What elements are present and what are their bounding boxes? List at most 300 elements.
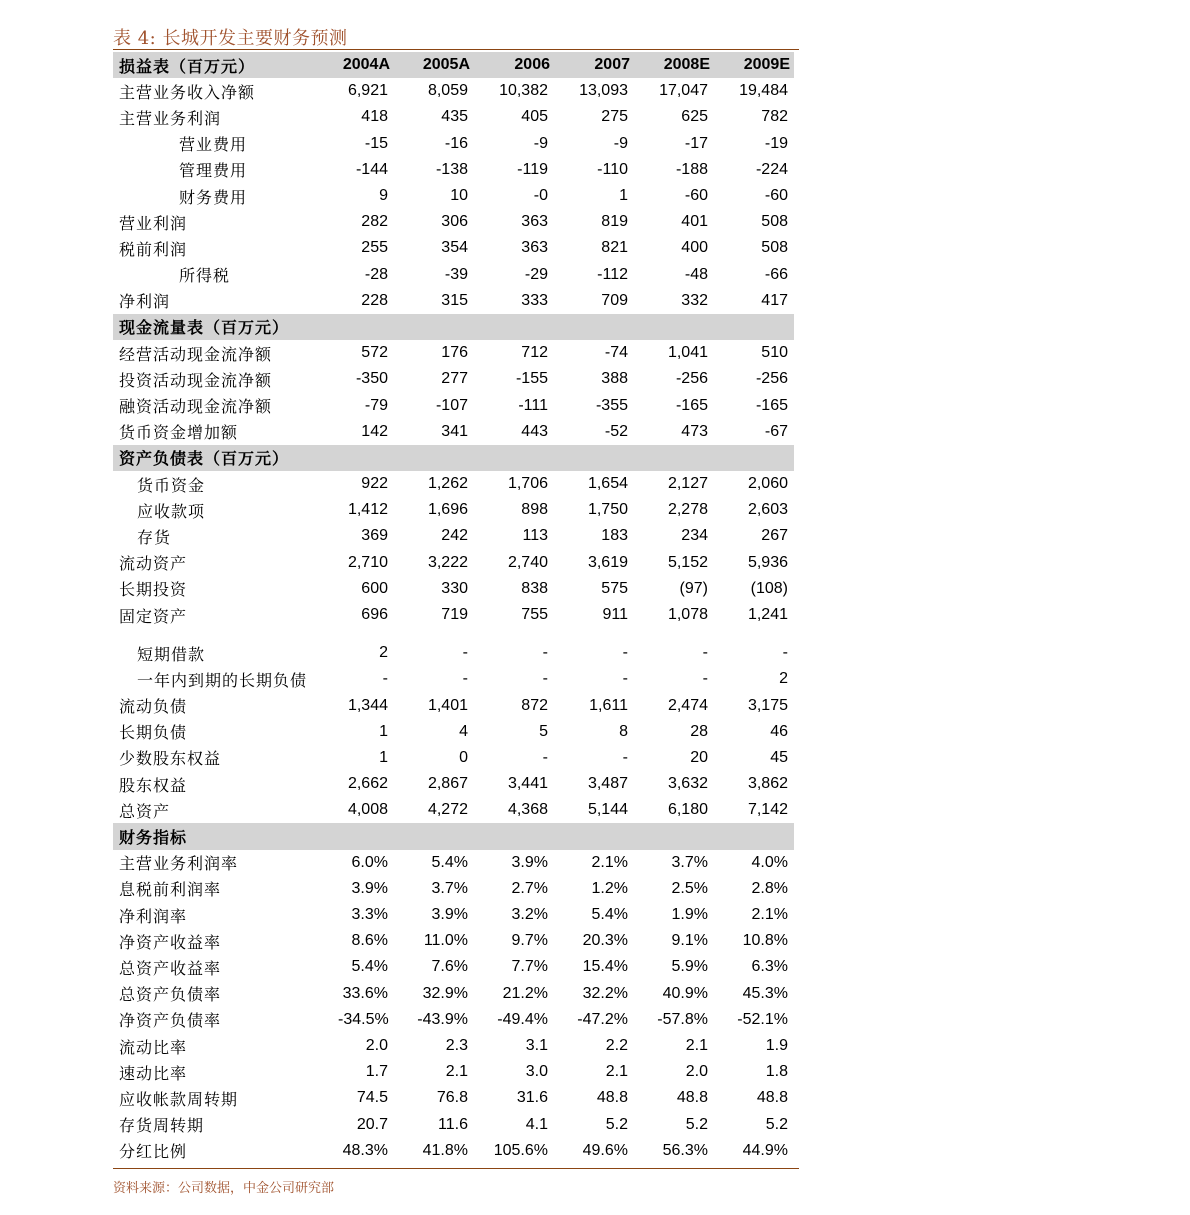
- section-fill: [554, 823, 634, 849]
- value-cell: 418: [361, 108, 388, 126]
- financial-forecast-table: [113, 52, 794, 1164]
- table-row: [113, 523, 794, 549]
- section-heading: 财务指标: [113, 823, 334, 849]
- row-label: 净资产收益率: [119, 932, 222, 952]
- value-cell: 10.8%: [742, 932, 788, 950]
- value-cell: 2.5%: [671, 879, 708, 897]
- value-cell: 275: [601, 108, 628, 126]
- value-cell: -: [622, 644, 628, 662]
- row-label: 固定资产: [119, 606, 188, 626]
- value-cell: 1,696: [427, 501, 468, 519]
- table-row: [113, 288, 794, 314]
- table-title: 表 4: 长城开发主要财务预测: [113, 28, 348, 49]
- value-cell: (108): [750, 579, 788, 597]
- row-label: 管理费用: [179, 161, 248, 181]
- value-cell: 2,603: [747, 501, 788, 519]
- value-cell: 20.3%: [582, 932, 628, 950]
- value-cell: 1: [619, 187, 628, 205]
- row-label: 货币资金增加额: [119, 423, 239, 443]
- value-cell: 31.6: [516, 1089, 548, 1107]
- value-cell: 332: [681, 291, 708, 309]
- value-cell: 2,710: [347, 553, 388, 571]
- value-cell: 5.2: [605, 1115, 628, 1133]
- value-cell: -47.2%: [577, 1010, 628, 1028]
- value-cell: -79: [364, 396, 388, 414]
- value-cell: 315: [441, 291, 468, 309]
- table-row: [113, 1033, 794, 1059]
- value-cell: 105.6%: [493, 1141, 548, 1159]
- table-row: [113, 78, 794, 104]
- value-cell: 4.0%: [751, 853, 788, 871]
- value-cell: 363: [521, 213, 548, 231]
- value-cell: -256: [675, 370, 708, 388]
- value-cell: 45.3%: [742, 984, 788, 1002]
- value-cell: -74: [604, 344, 628, 362]
- value-cell: 9.7%: [511, 932, 548, 950]
- value-cell: 2,278: [667, 501, 708, 519]
- row-label: 净资产负债率: [119, 1011, 222, 1031]
- table-row: [113, 235, 794, 261]
- value-cell: 3,175: [747, 696, 788, 714]
- value-cell: 1.9: [765, 1037, 788, 1055]
- value-cell: -67: [764, 422, 788, 440]
- value-cell: 48.8: [676, 1089, 708, 1107]
- value-cell: 3.9%: [431, 906, 468, 924]
- value-cell: 4,272: [427, 801, 468, 819]
- value-cell: 2.1%: [751, 906, 788, 924]
- row-label: 经营活动现金流净额: [119, 344, 273, 364]
- value-cell: 10: [450, 187, 468, 205]
- row-label: 短期借款: [137, 644, 206, 664]
- value-cell: 2,740: [507, 553, 548, 571]
- value-cell: -39: [444, 265, 468, 283]
- value-cell: 6.3%: [751, 958, 788, 976]
- value-cell: -48: [684, 265, 708, 283]
- value-cell: 2.1: [685, 1037, 708, 1055]
- table-body: [113, 52, 794, 1164]
- value-cell: 6,180: [667, 801, 708, 819]
- value-cell: 3.2%: [511, 906, 548, 924]
- value-cell: 8,059: [427, 82, 468, 100]
- value-cell: 7.6%: [431, 958, 468, 976]
- value-cell: 712: [521, 344, 548, 362]
- value-cell: 48.3%: [342, 1141, 388, 1159]
- section-fill: [334, 445, 394, 471]
- value-cell: 1.9%: [671, 906, 708, 924]
- value-cell: 13,093: [579, 82, 628, 100]
- value-cell: 443: [521, 422, 548, 440]
- value-cell: -43.9%: [417, 1010, 468, 1028]
- value-cell: 388: [601, 370, 628, 388]
- value-cell: 56.3%: [662, 1141, 708, 1159]
- value-cell: -60: [684, 187, 708, 205]
- value-cell: 625: [681, 108, 708, 126]
- value-cell: 719: [441, 606, 468, 624]
- value-cell: 2: [779, 670, 788, 688]
- table-row: [113, 902, 794, 928]
- table-row: [113, 745, 794, 771]
- value-cell: 2: [379, 644, 388, 662]
- value-cell: 242: [441, 527, 468, 545]
- value-cell: 2.7%: [511, 879, 548, 897]
- value-cell: 15.4%: [582, 958, 628, 976]
- value-cell: 74.5: [356, 1089, 388, 1107]
- spacer-cell: [474, 628, 554, 640]
- value-cell: -144: [355, 160, 388, 178]
- value-cell: -188: [675, 160, 708, 178]
- table-row: [113, 981, 794, 1007]
- value-cell: -107: [435, 396, 468, 414]
- value-cell: 3,619: [587, 553, 628, 571]
- table-row: [113, 719, 794, 745]
- section-fill: [334, 823, 394, 849]
- value-cell: 0: [459, 748, 468, 766]
- value-cell: 9.1%: [671, 932, 708, 950]
- value-cell: -112: [597, 265, 628, 283]
- table-row: [113, 1112, 794, 1138]
- value-cell: 1,611: [589, 696, 628, 714]
- section-fill: [474, 445, 554, 471]
- table-row: [113, 183, 794, 209]
- table-row: [113, 497, 794, 523]
- value-cell: 1,412: [347, 501, 388, 519]
- column-header: 2009E: [714, 52, 794, 78]
- value-cell: 341: [441, 422, 468, 440]
- value-cell: 3,222: [427, 553, 468, 571]
- row-label: 净利润率: [119, 906, 188, 926]
- value-cell: 2,474: [667, 696, 708, 714]
- value-cell: -165: [755, 396, 788, 414]
- value-cell: 5.9%: [671, 958, 708, 976]
- section-fill: [714, 445, 794, 471]
- column-header: 2004A: [334, 52, 394, 78]
- value-cell: -66: [764, 265, 788, 283]
- value-cell: 41.8%: [422, 1141, 468, 1159]
- value-cell: 1,041: [667, 344, 708, 362]
- value-cell: 4.1: [525, 1115, 548, 1133]
- value-cell: 363: [521, 239, 548, 257]
- value-cell: -16: [444, 134, 468, 152]
- value-cell: -57.8%: [657, 1010, 708, 1028]
- value-cell: 508: [761, 239, 788, 257]
- table-row: [113, 797, 794, 823]
- row-label: 税前利润: [119, 239, 188, 259]
- value-cell: 1,401: [427, 696, 468, 714]
- row-label: 投资活动现金流净额: [119, 370, 273, 390]
- row-label: 营业利润: [119, 213, 188, 233]
- value-cell: 2,867: [427, 775, 468, 793]
- value-cell: 46: [770, 722, 788, 740]
- value-cell: -: [622, 748, 628, 766]
- value-cell: 1.2%: [591, 879, 628, 897]
- section-fill: [394, 314, 474, 340]
- value-cell: 401: [681, 213, 708, 231]
- row-label: 总资产负债率: [119, 985, 222, 1005]
- value-cell: 20: [690, 748, 708, 766]
- value-cell: -60: [764, 187, 788, 205]
- section-header-row: [113, 445, 794, 471]
- row-label: 存货周转期: [119, 1116, 205, 1136]
- value-cell: 1,750: [587, 501, 628, 519]
- value-cell: 2,662: [347, 775, 388, 793]
- table-row: [113, 471, 794, 497]
- value-cell: 572: [361, 344, 388, 362]
- value-cell: 28: [690, 722, 708, 740]
- row-label: 融资活动现金流净额: [119, 397, 273, 417]
- table-row: [113, 576, 794, 602]
- value-cell: 3,632: [667, 775, 708, 793]
- table-row: [113, 419, 794, 445]
- table-row: [113, 954, 794, 980]
- value-cell: -: [382, 670, 388, 688]
- value-cell: 1,241: [747, 606, 788, 624]
- value-cell: 911: [602, 606, 628, 624]
- row-label: 长期负债: [119, 723, 188, 743]
- value-cell: -: [782, 644, 788, 662]
- value-cell: 2.1: [445, 1063, 468, 1081]
- row-label: 少数股东权益: [119, 749, 222, 769]
- value-cell: 1.7: [365, 1063, 388, 1081]
- value-cell: 696: [361, 606, 388, 624]
- value-cell: -52: [604, 422, 628, 440]
- table-row: [113, 693, 794, 719]
- section-fill: [714, 823, 794, 849]
- value-cell: 2.8%: [751, 879, 788, 897]
- value-cell: 819: [601, 213, 628, 231]
- value-cell: -350: [355, 370, 388, 388]
- table-row: [113, 104, 794, 130]
- value-cell: 1,654: [587, 475, 628, 493]
- value-cell: 3.0: [525, 1063, 548, 1081]
- row-label: 总资产: [119, 801, 171, 821]
- value-cell: 508: [761, 213, 788, 231]
- value-cell: 898: [521, 501, 548, 519]
- value-cell: 20.7: [356, 1115, 388, 1133]
- value-cell: 7,142: [747, 801, 788, 819]
- value-cell: -0: [533, 187, 548, 205]
- value-cell: 2.1: [605, 1063, 628, 1081]
- section-fill: [554, 445, 634, 471]
- value-cell: 400: [681, 239, 708, 257]
- value-cell: 142: [361, 422, 388, 440]
- value-cell: 48.8: [756, 1089, 788, 1107]
- table-row: [113, 1085, 794, 1111]
- value-cell: 6.0%: [351, 853, 388, 871]
- value-cell: -15: [364, 134, 388, 152]
- value-cell: 1,706: [507, 475, 548, 493]
- value-cell: 5.4%: [591, 906, 628, 924]
- table-row: [113, 1007, 794, 1033]
- value-cell: 1,344: [347, 696, 388, 714]
- source-note: 资料来源：公司数据，中金公司研究部: [113, 1181, 335, 1196]
- value-cell: 417: [761, 291, 788, 309]
- value-cell: 5: [539, 722, 548, 740]
- value-cell: -19: [764, 134, 788, 152]
- section-fill: [394, 823, 474, 849]
- section-heading: 损益表（百万元）: [113, 52, 334, 78]
- row-label: 应收款项: [137, 501, 206, 521]
- value-cell: 45: [770, 748, 788, 766]
- table-row: [113, 550, 794, 576]
- section-heading: 现金流量表（百万元）: [113, 314, 334, 340]
- value-cell: -: [542, 644, 548, 662]
- value-cell: 4: [459, 722, 468, 740]
- value-cell: 838: [521, 579, 548, 597]
- value-cell: 755: [521, 606, 548, 624]
- section-heading: 资产负债表（百万元）: [113, 445, 334, 471]
- table-row: [113, 850, 794, 876]
- table-row: [113, 366, 794, 392]
- value-cell: 33.6%: [342, 984, 388, 1002]
- row-label: 主营业务收入净额: [119, 82, 256, 102]
- value-cell: -34.5%: [338, 1010, 389, 1028]
- row-label: 总资产收益率: [119, 958, 222, 978]
- value-cell: 3.9%: [351, 879, 388, 897]
- value-cell: 8.6%: [351, 932, 388, 950]
- value-cell: -110: [597, 160, 628, 178]
- row-label: 速动比率: [119, 1063, 188, 1083]
- table-row: [113, 1138, 794, 1164]
- value-cell: 4,368: [507, 801, 548, 819]
- value-cell: 11.0%: [423, 932, 468, 950]
- value-cell: 277: [441, 370, 468, 388]
- bottom-rule: [113, 1168, 799, 1169]
- value-cell: -: [542, 670, 548, 688]
- spacer-cell: [334, 628, 394, 640]
- value-cell: 3,441: [507, 775, 548, 793]
- section-fill: [334, 314, 394, 340]
- section-fill: [554, 314, 634, 340]
- value-cell: -224: [755, 160, 788, 178]
- value-cell: -9: [613, 134, 628, 152]
- value-cell: 2.2: [605, 1037, 628, 1055]
- value-cell: 306: [441, 213, 468, 231]
- value-cell: 19,484: [739, 82, 788, 100]
- value-cell: -: [462, 670, 468, 688]
- column-header: 2005A: [394, 52, 474, 78]
- row-label: 息税前利润率: [119, 880, 222, 900]
- row-label: 所得税: [179, 266, 231, 286]
- value-cell: 3.1: [525, 1037, 548, 1055]
- top-rule: [113, 49, 799, 50]
- value-cell: 782: [761, 108, 788, 126]
- value-cell: 333: [521, 291, 548, 309]
- row-label: 长期投资: [119, 580, 188, 600]
- value-cell: 1.8: [765, 1063, 788, 1081]
- value-cell: -29: [524, 265, 548, 283]
- table-row: [113, 157, 794, 183]
- value-cell: 255: [361, 239, 388, 257]
- value-cell: 6,921: [347, 82, 388, 100]
- value-cell: 3.9%: [511, 853, 548, 871]
- value-cell: 3.7%: [431, 879, 468, 897]
- value-cell: 1,078: [667, 606, 708, 624]
- table-row: [113, 392, 794, 418]
- column-header: 2008E: [634, 52, 714, 78]
- table-row: [113, 602, 794, 628]
- table-row: [113, 209, 794, 235]
- value-cell: 17,047: [659, 82, 708, 100]
- spacer-cell: [714, 628, 794, 640]
- row-label: 主营业务利润率: [119, 854, 239, 874]
- row-label: 净利润: [119, 292, 171, 312]
- value-cell: 3,487: [587, 775, 628, 793]
- section-fill: [714, 314, 794, 340]
- row-label: 股东权益: [119, 775, 188, 795]
- value-cell: 473: [681, 422, 708, 440]
- value-cell: 5.2: [765, 1115, 788, 1133]
- value-cell: 405: [521, 108, 548, 126]
- value-cell: 7.7%: [511, 958, 548, 976]
- value-cell: 369: [361, 527, 388, 545]
- value-cell: 2.0: [685, 1063, 708, 1081]
- value-cell: 21.2%: [502, 984, 548, 1002]
- row-label: 存货: [137, 527, 172, 547]
- value-cell: 872: [521, 696, 548, 714]
- row-label: 一年内到期的长期负债: [137, 670, 308, 690]
- section-fill: [474, 823, 554, 849]
- row-label: 营业费用: [179, 135, 248, 155]
- value-cell: 32.9%: [422, 984, 468, 1002]
- value-cell: -28: [364, 265, 388, 283]
- value-cell: -: [702, 644, 708, 662]
- section-header-row: [113, 314, 794, 340]
- value-cell: -: [622, 670, 628, 688]
- value-cell: -119: [517, 160, 548, 178]
- value-cell: 354: [441, 239, 468, 257]
- value-cell: 922: [361, 475, 388, 493]
- section-fill: [474, 314, 554, 340]
- value-cell: -: [462, 644, 468, 662]
- value-cell: 1: [379, 722, 388, 740]
- spacer-cell: [634, 628, 714, 640]
- value-cell: 2,127: [667, 475, 708, 493]
- value-cell: -52.1%: [737, 1010, 788, 1028]
- column-header: 2006: [474, 52, 554, 78]
- table-row: [113, 262, 794, 288]
- row-label: 分红比例: [119, 1142, 188, 1162]
- column-header-row: [113, 52, 794, 78]
- value-cell: 2.1%: [591, 853, 628, 871]
- value-cell: -256: [755, 370, 788, 388]
- value-cell: 5.4%: [351, 958, 388, 976]
- row-label: 货币资金: [137, 475, 206, 495]
- table-row: [113, 640, 794, 666]
- value-cell: 2.0: [365, 1037, 388, 1055]
- spacer-cell: [554, 628, 634, 640]
- section-fill: [634, 823, 714, 849]
- value-cell: -9: [533, 134, 548, 152]
- value-cell: 5.2: [685, 1115, 708, 1133]
- spacer-cell: [113, 628, 334, 640]
- value-cell: 76.8: [436, 1089, 468, 1107]
- value-cell: 5,152: [667, 553, 708, 571]
- value-cell: 510: [761, 344, 788, 362]
- value-cell: 1: [379, 748, 388, 766]
- value-cell: 183: [601, 527, 628, 545]
- value-cell: 8: [619, 722, 628, 740]
- table-row: [113, 771, 794, 797]
- row-label: 主营业务利润: [119, 108, 222, 128]
- row-label: 流动负债: [119, 697, 188, 717]
- value-cell: 10,382: [499, 82, 548, 100]
- section-fill: [634, 445, 714, 471]
- table-row: [113, 666, 794, 692]
- spacer-cell: [394, 628, 474, 640]
- row-label: 流动比率: [119, 1037, 188, 1057]
- table-row: [113, 928, 794, 954]
- value-cell: 5.4%: [431, 853, 468, 871]
